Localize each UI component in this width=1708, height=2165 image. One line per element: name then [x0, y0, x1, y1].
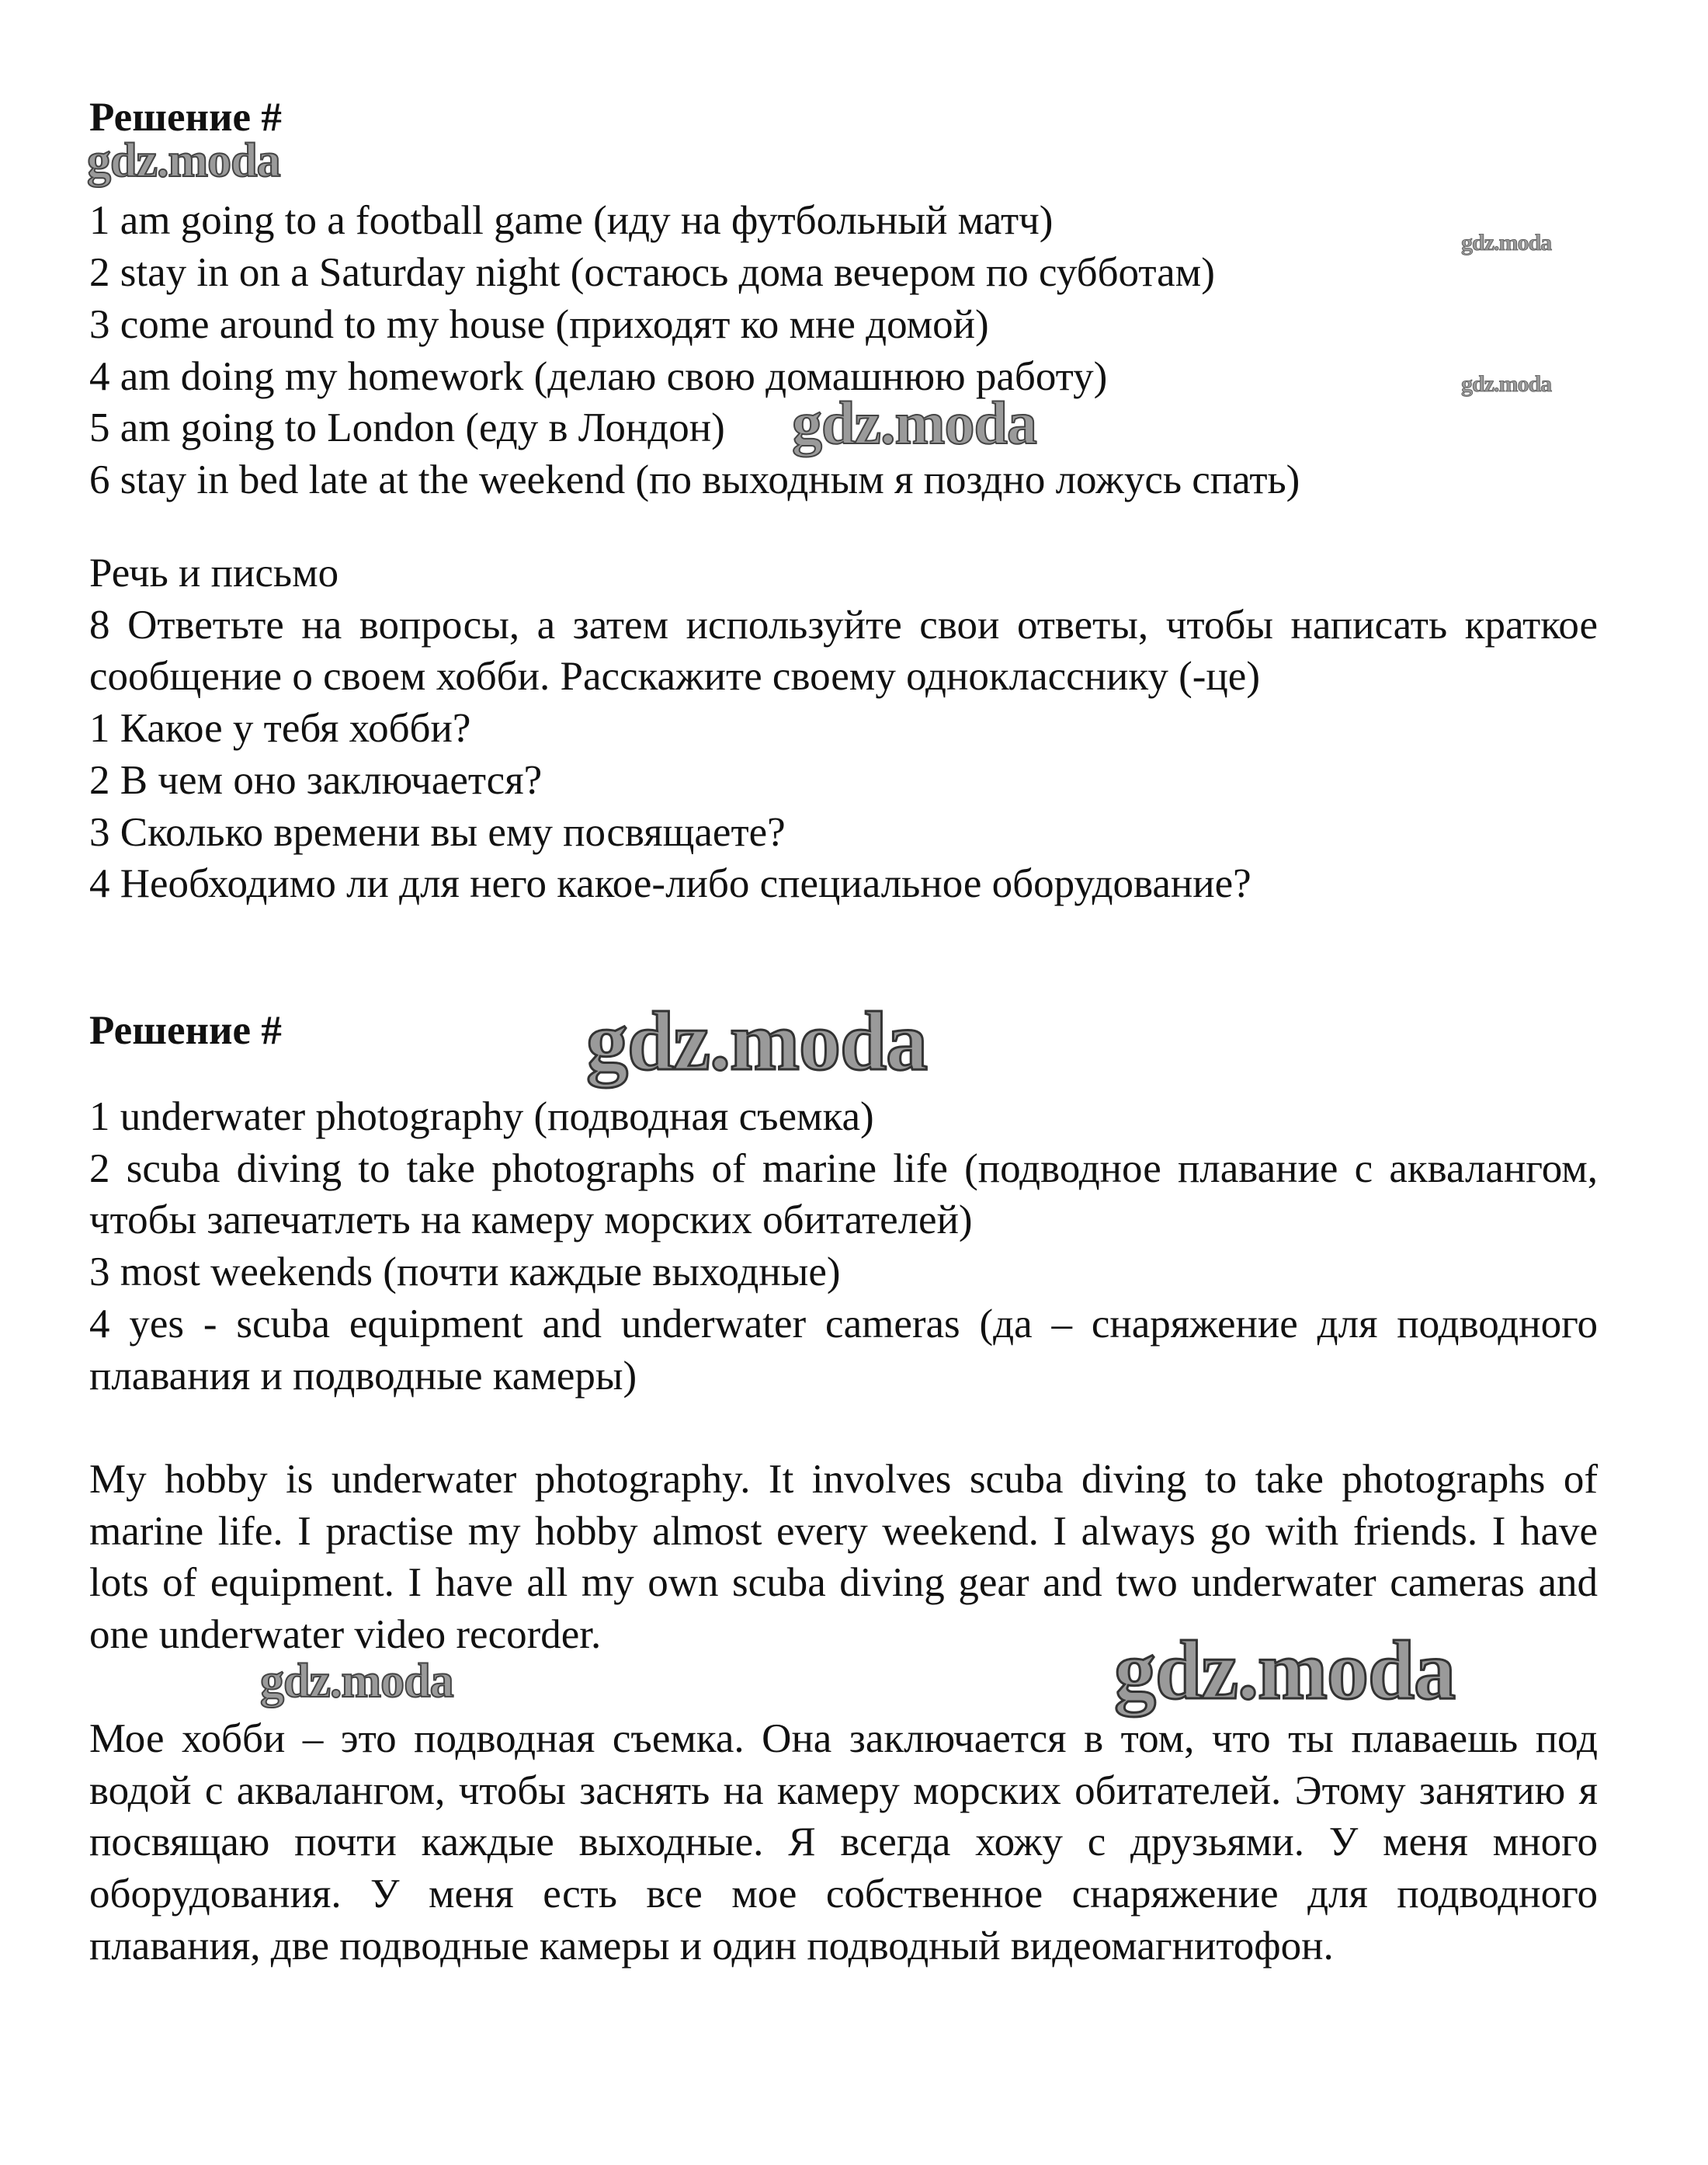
answer-line: 2 scuba diving to take photographs of marine life (подводное плавание с аквалангом, чтобы запечатлеть на камеру морских обитателей) [89, 1145, 1598, 1243]
watermark: gdz.moda [1114, 1625, 1456, 1717]
task-text: 8 Ответьте на вопросы, а затем используйте свои ответы, чтобы написать краткое сообщение о своем хобби. Расскажите своему однокласснику (-це) [89, 602, 1598, 700]
spacer [89, 144, 1598, 196]
answer-line: 4 yes - scuba equipment and underwater cameras (да – снаряжение для подводного плавания и подводные камеры) [89, 1301, 1598, 1399]
section-title: Речь и письмо [89, 551, 339, 596]
answer-line: 1 am going to a football game (иду на футбольный матч) [89, 198, 1054, 244]
watermark: gdz.moda [792, 389, 1036, 457]
answer-line: 2 stay in on a Saturday night (остаюсь дома вечером по субботам) [89, 250, 1215, 296]
watermark: gdz.moda [1461, 371, 1552, 397]
question: 4 Необходимо ли для него какое-либо специальное оборудование? [89, 861, 1251, 907]
watermark: gdz.moda [260, 1655, 453, 1708]
answer-line: 3 most weekends (почти каждые выходные) [89, 1249, 841, 1295]
answer-line: 3 come around to my house (приходят ко мне домой) [89, 301, 989, 347]
paragraph-ru-block [89, 1713, 1598, 1972]
solution-heading: Решение # [89, 95, 282, 140]
question: 1 Какое у тебя хобби? [89, 706, 471, 752]
paragraph-ru: Мое хобби – это подводная съемка. Она заключается в том, что ты плаваешь под водой с аквалангом, чтобы заснять на камеру морских обитателей. Этому занятию я посвящаю почти каждые выходные. Я всегда хожу с друзьями. У меня много оборудования. У меня есть все мое собственное снаряжение для подводного плавания, две подводные камеры и один подводный видеомагнитофон. [89, 1716, 1598, 1969]
watermark: gdz.moda [586, 996, 928, 1088]
watermark: gdz.moda [87, 134, 280, 187]
paragraph-en: My hobby is underwater photography. It involves scuba diving to take photographs of marine life. I practise my hobby almost every weekend. I always go with friends. I have lots of equipment. I have all my own scuba diving gear and two underwater cameras and one underwater video recorder. [89, 1457, 1598, 1658]
section-2 [89, 547, 1598, 910]
answer-line: 5 am going to London (еду в Лондон) [89, 405, 725, 451]
section-3 [89, 1091, 1598, 1402]
answer-line: 1 underwater photography (подводная съемка) [89, 1094, 874, 1139]
watermark: gdz.moda [1461, 230, 1552, 255]
question: 3 Сколько времени вы ему посвящаете? [89, 809, 786, 855]
solution-heading: Решение # [89, 1008, 282, 1053]
answer-line: 6 stay in bed late at the weekend (по выходным я поздно ложусь спать) [89, 457, 1300, 502]
question: 2 В чем оно заключается? [89, 757, 543, 803]
answer-line: 4 am doing my homework (делаю свою домашнюю работу) [89, 353, 1108, 399]
